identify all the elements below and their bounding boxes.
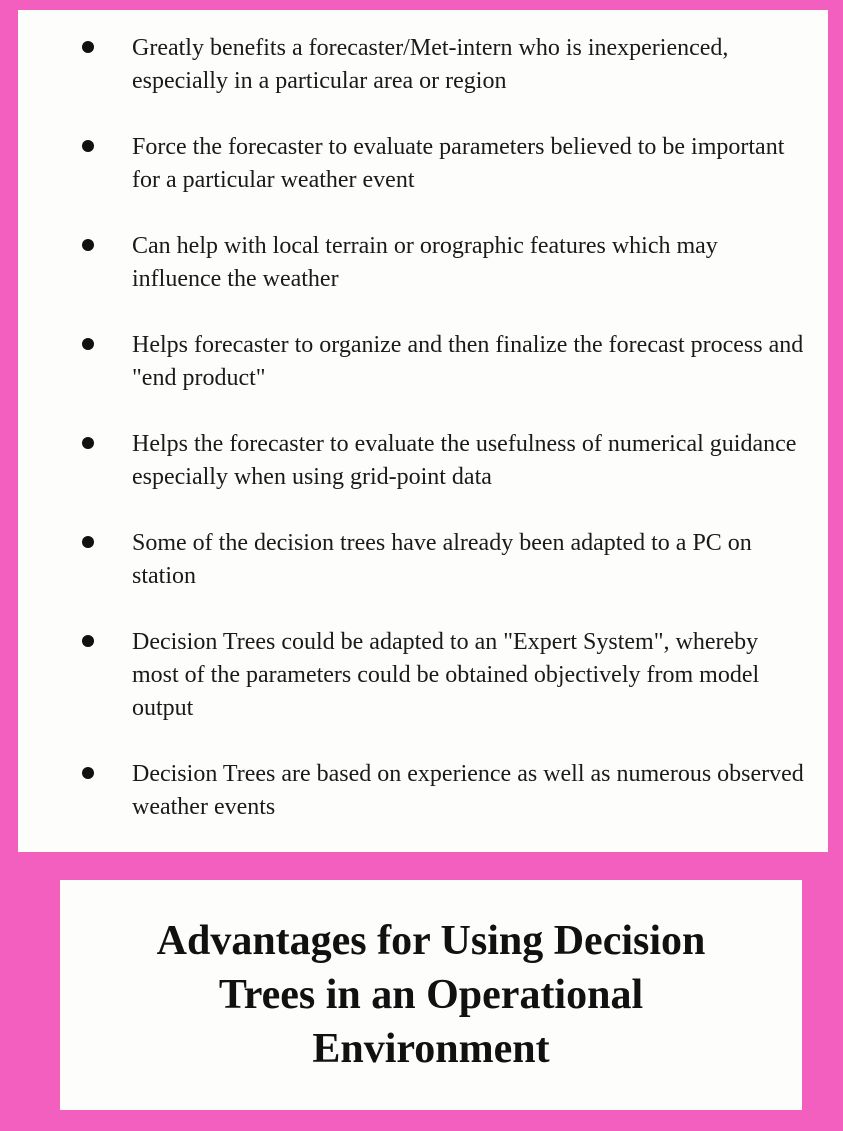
page-title: [157, 914, 706, 1076]
title-line: Advantages for Using Decision: [156, 918, 706, 964]
bullet-icon: [82, 635, 94, 647]
title-line: Environment: [312, 1026, 550, 1072]
bullet-icon: [82, 140, 94, 152]
bullet-text: Can help with local terrain or orographic features which may influence the weather: [132, 233, 718, 292]
title-panel: [60, 880, 802, 1110]
bullet-panel: [18, 10, 828, 852]
list-item: [18, 131, 828, 197]
bullet-text: Greatly benefits a forecaster/Met-intern who is inexperienced, especially in a particular area or region: [132, 35, 729, 94]
list-item: [18, 329, 828, 395]
title-line: Trees in an Operational: [218, 972, 644, 1018]
bullet-text: Helps the forecaster to evaluate the usefulness of numerical guidance especially when using grid-point data: [132, 431, 797, 490]
list-item: [18, 230, 828, 296]
bullet-text: Decision Trees could be adapted to an "Expert System", whereby most of the parameters could be obtained objectively from model output: [132, 629, 760, 721]
list-item: [18, 428, 828, 494]
list-item: [18, 758, 828, 824]
bullet-text: Force the forecaster to evaluate parameters believed to be important for a particular weather event: [132, 134, 785, 193]
bullet-icon: [82, 536, 94, 548]
bullet-icon: [82, 338, 94, 350]
bullet-text: Helps forecaster to organize and then finalize the forecast process and "end product": [132, 332, 804, 391]
bullet-icon: [82, 437, 94, 449]
list-item: [18, 32, 828, 98]
bullet-icon: [82, 41, 94, 53]
bullet-text: Decision Trees are based on experience as well as numerous observed weather events: [132, 761, 804, 820]
bullet-icon: [82, 239, 94, 251]
bullet-text: Some of the decision trees have already been adapted to a PC on station: [132, 530, 752, 589]
bullet-list: [18, 32, 828, 857]
list-item: [18, 626, 828, 725]
list-item: [18, 527, 828, 593]
bullet-icon: [82, 767, 94, 779]
